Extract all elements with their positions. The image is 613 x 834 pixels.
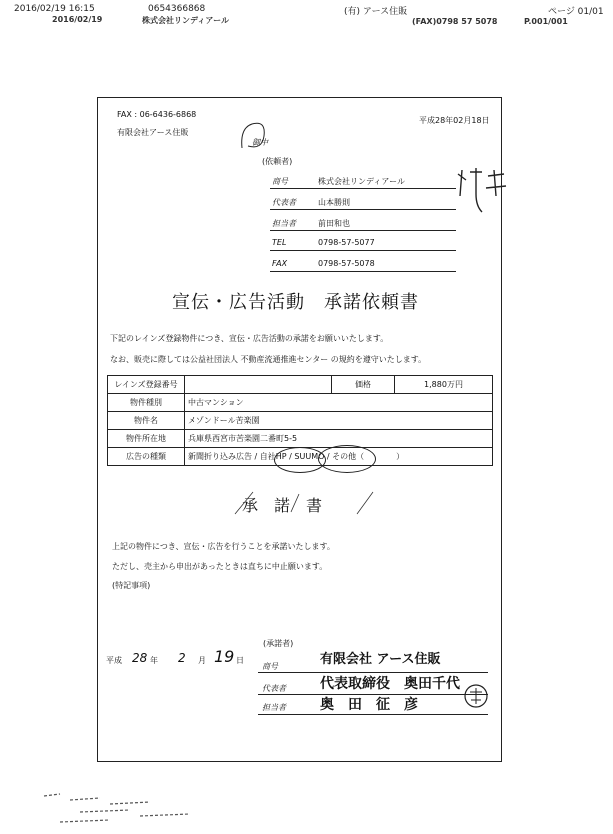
scan-noise-icon <box>40 786 210 830</box>
fax-sub-sender: 株式会社リンディアール <box>142 16 229 25</box>
approval-title-scribble-icon <box>233 488 383 518</box>
price-value: 1,880万円 <box>395 376 493 394</box>
fax-sub-number: (FAX)0798 57 5078 <box>412 17 498 26</box>
requester-label-tel: TEL <box>272 238 287 247</box>
requester-label-company: 商号 <box>272 177 288 186</box>
request-paragraph-2: なお、販売に際しては公益社団法人 不動産流通推進センター の規約を遵守いたします。 <box>110 355 427 364</box>
method-value: 新聞折り込み広告 / 自社HP / SUUMO / その他（ ） <box>185 448 493 466</box>
special-note-label: (特記事項) <box>112 581 151 590</box>
approval-date-year: 28 <box>132 651 148 665</box>
approval-title: 承 諾 書 <box>242 496 323 515</box>
type-label: 物件種別 <box>108 394 185 412</box>
fax-page-indicator: ページ 01/01 <box>548 7 604 17</box>
fax-sub-datetime: 2016/02/19 <box>52 15 103 24</box>
requester-title: (依頼者) <box>262 157 293 166</box>
method-label: 広告の種類 <box>108 448 185 466</box>
header-fax-line: FAX : 06-6436-6868 <box>117 110 197 119</box>
requester-seal-icon <box>452 166 512 218</box>
requester-value-fax: 0798-57-5078 <box>318 259 375 268</box>
approver-seal-icon <box>462 682 490 710</box>
requester-label-person: 担当者 <box>272 219 296 228</box>
to-company: 有限会社アース住販 <box>117 128 189 137</box>
name-label: 物件名 <box>108 412 185 430</box>
approval-date-month: 2 <box>178 651 186 665</box>
approval-paragraph-2: ただし、売主から申出があったときは直ちに中止願います。 <box>112 562 328 571</box>
type-value: 中古マンション <box>185 394 493 412</box>
approval-date-day: 19 <box>214 647 235 666</box>
document-date: 平成28年02月18日 <box>419 116 490 125</box>
approval-paragraph-1: 上記の物件につき、宣伝・広告を行うことを承諾いたします。 <box>112 542 335 551</box>
requester-value-tel: 0798-57-5077 <box>318 238 375 247</box>
fax-datetime: 2016/02/19 16:15 <box>14 4 95 14</box>
fax-sub-page: P.001/001 <box>524 17 568 26</box>
requester-value-company: 株式会社リンディアール <box>318 177 405 186</box>
name-value: メゾンドール苦楽園 <box>185 412 493 430</box>
requester-label-fax: FAX <box>272 259 288 268</box>
table-row <box>108 412 493 430</box>
approver-rep-label: 代表者 <box>262 684 286 693</box>
address-value: 兵庫県西宮市苦楽園二番町5-5 <box>185 430 493 448</box>
approval-date-month-unit: 月 <box>198 656 206 665</box>
approver-company-value: 有限会社 アース住販 <box>320 652 441 667</box>
table-row <box>108 376 493 394</box>
approval-date-day-unit: 日 <box>236 656 244 665</box>
requester-value-rep: 山本勝則 <box>318 198 350 207</box>
request-paragraph-1: 下記のレインズ登録物件につき、宣伝・広告活動の承諾をお願いいたします。 <box>110 334 389 343</box>
table-row <box>108 394 493 412</box>
approval-date-prefix: 平成 <box>106 656 122 665</box>
selected-suumo-mark <box>318 445 376 473</box>
approver-person-value: 奥 田 征 彦 <box>320 697 418 713</box>
approver-company-label: 商号 <box>262 662 278 671</box>
approver-title: (承諾者) <box>263 639 294 648</box>
approver-person-label: 担当者 <box>262 703 286 712</box>
address-label: 物件所在地 <box>108 430 185 448</box>
requester-label-rep: 代表者 <box>272 198 296 207</box>
approval-date-year-unit: 年 <box>150 656 158 665</box>
gochu-scribble-icon <box>238 118 274 154</box>
table-row <box>108 430 493 448</box>
reins-label: レインズ登録番号 <box>108 376 185 394</box>
fax-number: 0654366868 <box>148 4 206 14</box>
to-suffix: 御中 <box>252 138 268 147</box>
requester-value-person: 前田和也 <box>318 219 350 228</box>
document-title: 宣伝・広告活動 承諾依頼書 <box>172 292 419 313</box>
approver-rep-value: 代表取締役 奥田千代 <box>320 676 460 692</box>
price-label: 価格 <box>332 376 395 394</box>
fax-sender: (有) アース住販 <box>344 7 408 17</box>
reins-value <box>185 376 332 394</box>
